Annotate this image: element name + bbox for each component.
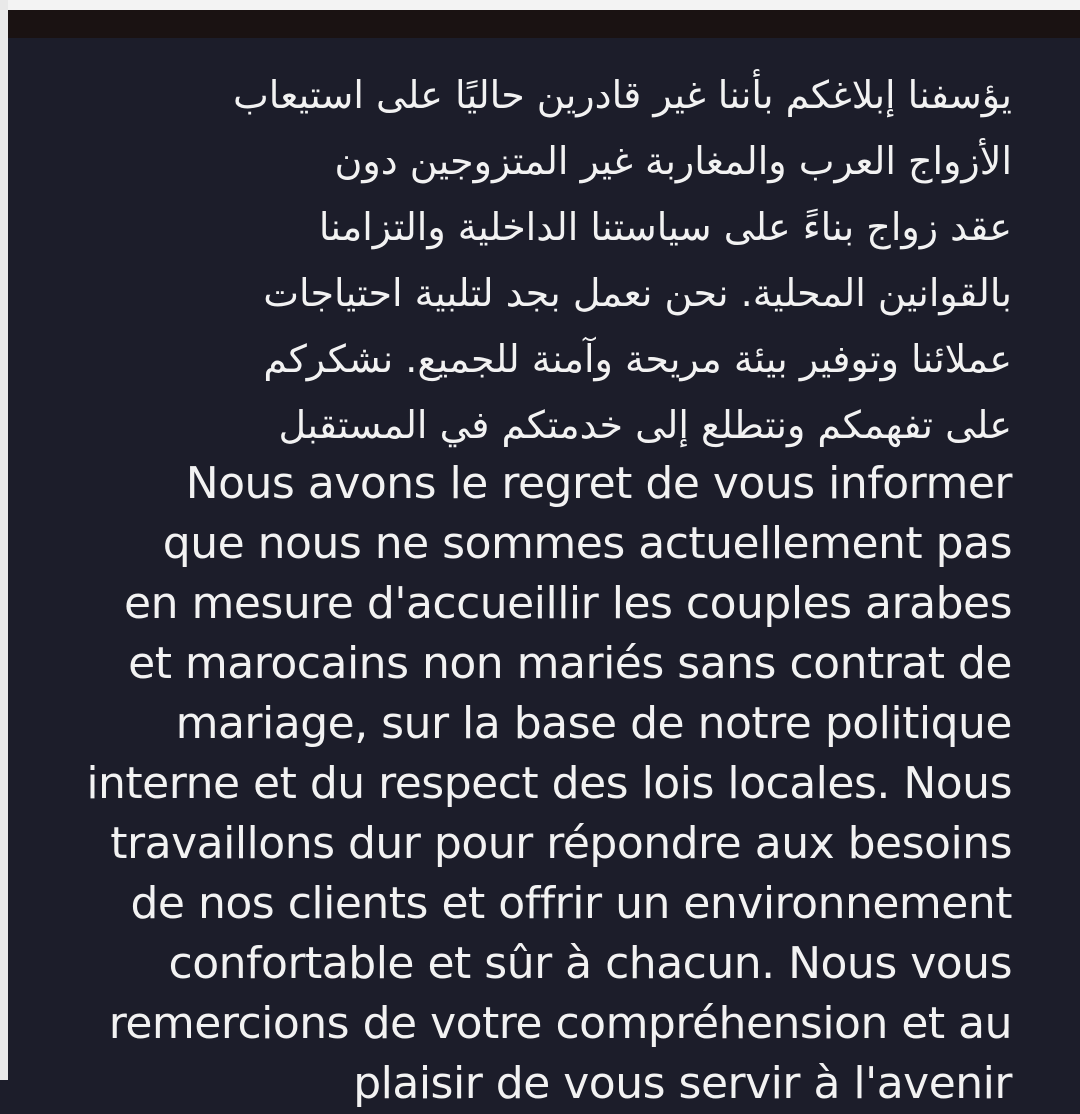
french-line: plaisir de vous servir à l'avenir (353, 1058, 1012, 1109)
french-line: et marocains non mariés sans contrat de (128, 638, 1012, 689)
arabic-line: يؤسفنا إبلاغكم بأننا غير قادرين حاليًا على استيعاب (232, 73, 1012, 117)
arabic-line: بالقوانين المحلية. نحن نعمل بجد لتلبية احتياجات (263, 271, 1012, 315)
french-line: mariage, sur la base de notre politique (175, 698, 1012, 749)
arabic-text (70, 62, 1012, 458)
french-line: en mesure d'accueillir les couples arabes (124, 578, 1012, 629)
left-edge (0, 0, 8, 1080)
french-line: interne et du respect des lois locales. Nous (86, 758, 1012, 809)
french-line: remercions de votre compréhension et au (108, 998, 1012, 1049)
french-line: de nos clients et offrir un environnement (130, 878, 1012, 929)
message-body (70, 62, 1012, 1114)
arabic-line: عقد زواج بناءً على سياستنا الداخلية والتزامنا (318, 205, 1012, 249)
french-line: Nous avons le regret de vous informer (185, 458, 1012, 509)
french-text (70, 454, 1012, 1114)
french-line: travaillons dur pour répondre aux besoins (110, 818, 1012, 869)
french-line: confortable et sûr à chacun. Nous vous (168, 938, 1012, 989)
french-line: que nous ne sommes actuellement pas (162, 518, 1012, 569)
arabic-line: عملائنا وتوفير بيئة مريحة وآمنة للجميع. نشكركم (263, 337, 1012, 381)
arabic-line: الأزواج العرب والمغاربة غير المتزوجين دون (334, 139, 1012, 183)
arabic-line: على تفهمكم ونتطلع إلى خدمتكم في المستقبل (278, 403, 1012, 447)
top-edge (0, 0, 1080, 10)
